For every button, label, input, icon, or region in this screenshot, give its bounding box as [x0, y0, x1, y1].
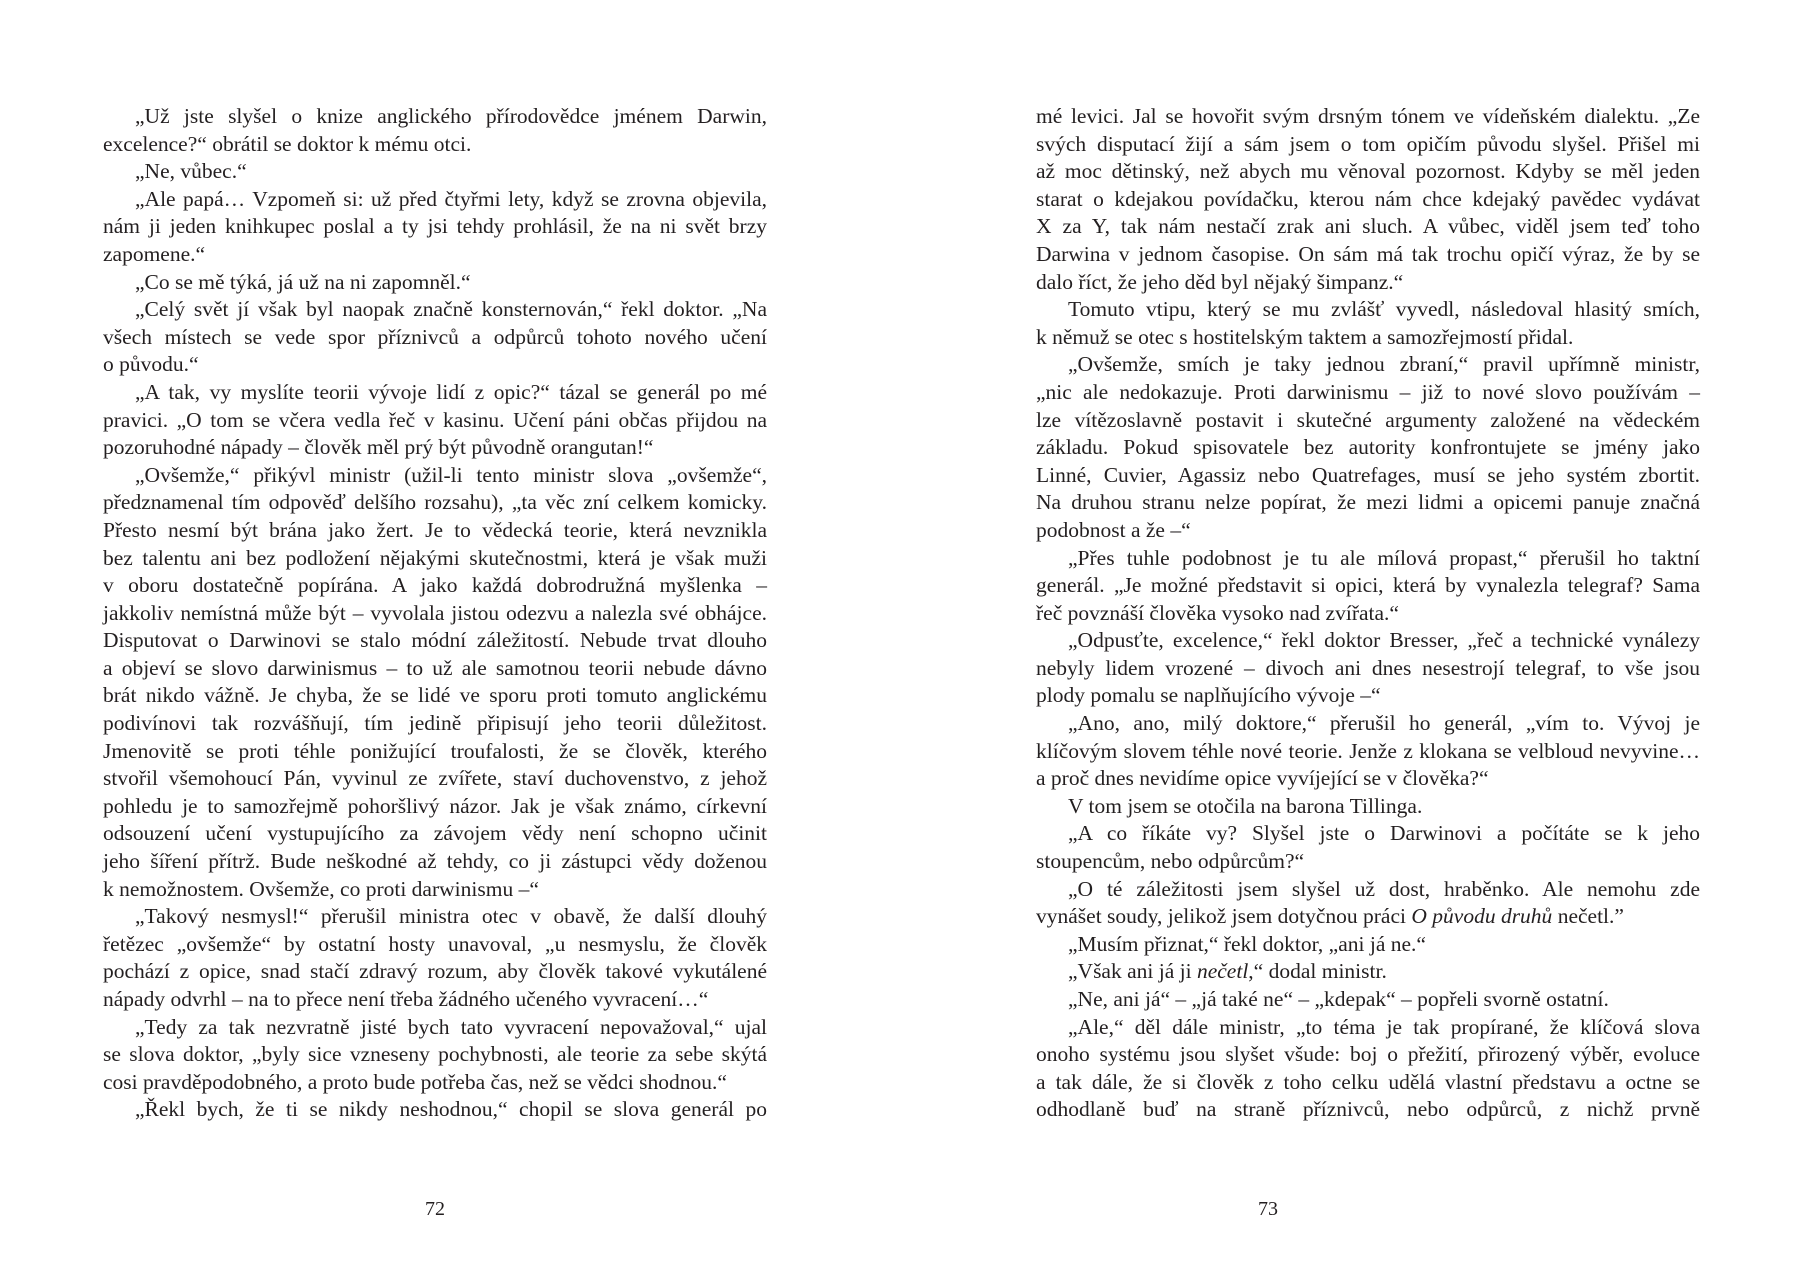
text-line: základu. Pokud spisovatele bez autority konfrontujete se jmény jako [1036, 435, 1700, 460]
text-line: „nic ale nedokazuje. Proti darwinismu – již to nové slovo používám – [1036, 379, 1700, 404]
text-line: bez talentu ani bez podložení nějakými skutečnostmi, která je však muži [103, 545, 767, 570]
text-line: vynášet soudy, jelikož jsem dotyčnou práci O původu druhů nečetl.” [1036, 904, 1624, 929]
text-line: „A co říkáte vy? Slyšel jste o Darwinovi a počítáte se k jeho [1068, 821, 1700, 846]
text-line: nebyly lidem vrozené – divoch ani dnes nesestrojí telegraf, to vše jsou [1036, 655, 1700, 680]
text-line: excelence?“ obrátil se doktor k mému otci. [103, 131, 472, 156]
text-line: podobnost a že –“ [1036, 517, 1191, 542]
text-line: k nemožnostem. Ovšemže, co proti darwinismu –“ [103, 876, 539, 901]
page-text [103, 103, 767, 1124]
text-line: „Odpusťte, excelence,“ řekl doktor Bresser, „řeč a technické vynálezy [1068, 628, 1700, 653]
text-line: předznamenal tím odpověď delšího rozsahu), „ta věc zní celkem komicky. [103, 490, 767, 515]
text-line: stvořil všemohoucí Pán, vyvinul ze zvířete, staví duchovenstvo, z jehož [103, 766, 767, 791]
text-line: odhodlaně buď na straně příznivců, nebo odpůrců, z nichž prvně [1036, 1097, 1700, 1122]
text-line: „Ne, vůbec.“ [135, 159, 247, 184]
text-line: svých disputací žijí a sám jsem o tom opičím původu slyšel. Přišel mi [1036, 131, 1700, 156]
text-line: a tak dále, že si člověk z toho celku udělá vlastní představu a octne se [1036, 1069, 1700, 1094]
page-text [1036, 103, 1700, 1124]
text-line: „Takový nesmysl!“ přerušil ministra otec v obavě, že další dlouhý [135, 904, 767, 929]
text-line: „Co se mě týká, já už na ni zapomněl.“ [135, 269, 471, 294]
text-line: pochází z opice, snad stačí zdravý rozum, aby člověk takové vykutálené [103, 959, 767, 984]
text-line: „Ovšemže,“ přikývl ministr (užil-li tento ministr slova „ovšemže“, [135, 462, 767, 487]
text-line: jeho šíření přítrž. Bude neškodné až tehdy, co ji zástupci vědy doženou [103, 849, 767, 874]
text-line: Disputovat o Darwinovi se stalo módní záležitostí. Nebude trvat dlouho [103, 628, 767, 653]
text-line: „Ovšemže, smích je taky jednou zbraní,“ pravil upřímně ministr, [1068, 352, 1700, 377]
text-line: řetězec „ovšemže“ by ostatní hosty unavoval, „u nesmyslu, že člověk [103, 931, 767, 956]
text-line: odsouzení učení vystupujícího za závojem vědy není schopno učinit [103, 821, 767, 846]
text-line: Přesto nesmí být brána jako žert. Je to vědecká teorie, která nevznikla [103, 517, 767, 542]
text-line: „Ale,“ děl dále ministr, „to téma je tak propírané, že klíčová slova [1068, 1014, 1700, 1039]
text-line: Na druhou stranu nelze popírat, že mezi lidmi a opicemi panuje značná [1036, 490, 1700, 515]
text-line: V tom jsem se otočila na barona Tillinga. [1068, 793, 1423, 818]
text-line: „Celý svět jí však byl naopak značně konsternován,“ řekl doktor. „Na [135, 297, 767, 322]
text-line: se slova doktor, „byly sice vzneseny pochybnosti, ale teorie za sebe skýtá [103, 1042, 767, 1067]
text-line: podivínovi tak rozvášňují, tím jedině připisují jeho teorii důležitost. [103, 711, 767, 736]
text-line: lze vítězoslavně postavit i skutečné argumenty založené na vědeckém [1036, 407, 1700, 432]
page-number: 72 [425, 1198, 445, 1220]
text-line: Jmenovitě se proti téhle ponižující troufalosti, že se člověk, kterého [103, 738, 767, 763]
text-line: „Ale papá… Vzpomeň si: už před čtyřmi lety, když se zrovna objevila, [135, 186, 767, 211]
text-line: cosi pravděpodobného, a proto bude potřeba čas, než se vědci shodnou.“ [103, 1069, 727, 1094]
page-number: 73 [1258, 1198, 1278, 1220]
text-line: pohledu je to samozřejmě pohoršlivý názor. Jak je však známo, církevní [103, 793, 767, 818]
text-line: brát nikdo vážně. Je chyba, že se lidé ve sporu proti tomuto anglickému [103, 683, 767, 708]
text-line: „Ano, ano, milý doktore,“ přerušil ho generál, „vím to. Vývoj je [1068, 711, 1700, 736]
text-line: „Přes tuhle podobnost je tu ale mílová propast,“ přerušil ho taktní [1068, 545, 1700, 570]
text-line: v oboru dostatečně popírána. A jako každá dobrodružná myšlenka – [103, 573, 767, 598]
text-line: a proč dnes nevidíme opice vyvíjející se v člověka?“ [1036, 766, 1489, 791]
text-line: všech místech se vede spor příznivců a odpůrců tohoto nového učení [103, 324, 767, 349]
text-line: nápady odvrhl – na to přece není třeba žádného učeného vyvracení…“ [103, 987, 709, 1011]
right-page [900, 0, 1800, 1274]
text-line: „Už jste slyšel o knize anglického přírodovědce jménem Darwin, [135, 104, 767, 128]
text-line: mé levici. Jal se hovořit svým drsným tónem ve vídeňském dialektu. „Ze [1036, 104, 1700, 128]
text-line: řeč povznáší člověka vysoko nad zvířata.“ [1036, 600, 1399, 625]
text-line: jakkoliv nemístná může být – vyvolala jistou odezvu a nalezla své obhájce. [103, 600, 767, 625]
text-line: k němuž se otec s hostitelským taktem a samozřejmostí přidal. [1036, 324, 1574, 349]
text-line: „Však ani já ji nečetl,“ dodal ministr. [1068, 959, 1387, 984]
text-line: onoho systému jsou slyšet všude: boj o přežití, přirozený výběr, evoluce [1036, 1042, 1700, 1067]
text-line: plody pomalu se naplňujícího vývoje –“ [1036, 683, 1381, 708]
text-line: „A tak, vy myslíte teorii vývoje lidí z opic?“ tázal se generál po mé [135, 379, 767, 404]
text-line: „O té záležitosti jsem slyšel už dost, hraběnko. Ale nemohu zde [1068, 876, 1700, 901]
text-line: pravici. „O tom se včera vedla řeč v kasinu. Učení páni občas přijdou na [103, 407, 767, 432]
text-line: „Musím přiznat,“ řekl doktor, „ani já ne.“ [1068, 931, 1426, 956]
text-line: dalo říct, že jeho děd byl nějaký šimpanz.“ [1036, 269, 1404, 294]
text-line: o původu.“ [103, 352, 199, 377]
italic-title: O původu druhů [1411, 904, 1553, 929]
text-line: Darwina v jednom časopise. On sám má tak trochu opičí výraz, že by se [1036, 241, 1700, 266]
text-line: „Tedy za tak nezvratně jisté bych tato vyvracení nepovažoval,“ ujal [135, 1014, 767, 1039]
text-line: Linné, Cuvier, Agassiz nebo Quatrefages, musí se jeho systém zbortit. [1036, 462, 1700, 487]
text-line: Tomuto vtipu, který se mu zvlášť vyvedl, následoval hlasitý smích, [1068, 297, 1700, 322]
text-line: „Ne, ani já“ – „já také ne“ – „kdepak“ – popřeli svorně ostatní. [1068, 987, 1609, 1011]
italic-title: nečetl [1196, 959, 1249, 984]
text-line: starat o kdejakou povídačku, kterou nám chce kdejaký pavědec vydávat [1036, 186, 1700, 211]
text-line: „Řekl bych, že ti se nikdy neshodnou,“ chopil se slova generál po [135, 1097, 767, 1122]
text-line: a objeví se slovo darwinismus – to už ale samotnou teorii nebude dávno [103, 655, 767, 680]
text-line: zapomene.“ [103, 241, 206, 266]
text-line: X za Y, tak nám nestačí zrak ani sluch. A vůbec, viděl jsem teď toho [1036, 214, 1700, 239]
text-line: pozoruhodné nápady – člověk měl prý být původně orangutan!“ [103, 435, 654, 460]
text-line: stoupencům, nebo odpůrcům?“ [1036, 849, 1305, 874]
text-line: generál. „Je možné představit si opici, která by vynalezla telegraf? Sama [1036, 573, 1700, 598]
text-line: až moc dětinský, než abych mu věnoval pozornost. Kdyby se měl jeden [1036, 159, 1700, 184]
text-line: nám ji jeden knihkupec poslal a ty jsi tehdy prohlásil, že na ni svět brzy [103, 214, 767, 239]
text-line: klíčovým slovem téhle nové teorie. Jenže z klokana se velbloud nevyvine… [1036, 738, 1700, 763]
